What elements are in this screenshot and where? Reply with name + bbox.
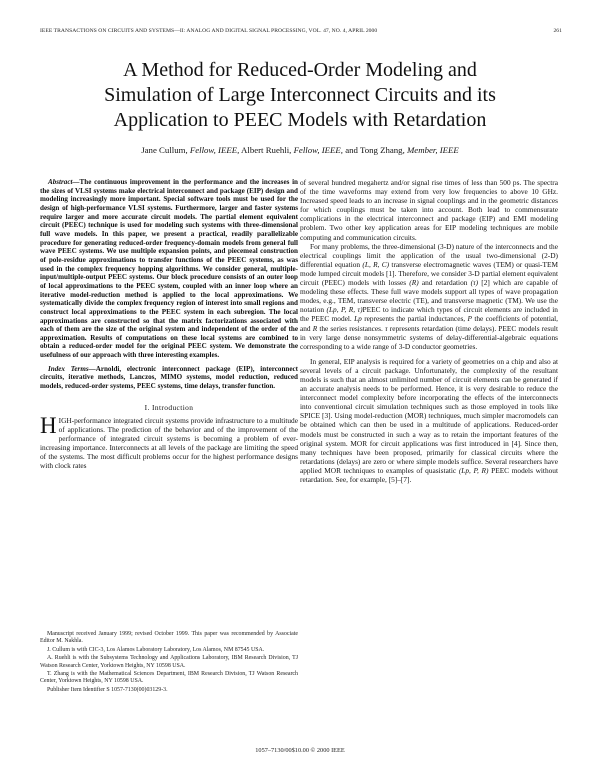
index-terms-text: Arnoldi, electronic interconnect package (EIP), interconnect circuits, iterative methods, Lanczos, MIMO systems, model reduction, reduced models, reduced-order systems, PEEC systems, time delays, transfer function. bbox=[40, 364, 298, 391]
math-symbol: R bbox=[312, 323, 318, 333]
title-line: Simulation of Large Interconnect Circuits and its bbox=[104, 84, 496, 106]
abstract-lead: Abstract— bbox=[48, 178, 80, 186]
page-number: 261 bbox=[553, 28, 562, 34]
title-line: Application to PEEC Models with Retardation bbox=[113, 109, 487, 131]
drop-cap: H bbox=[40, 412, 57, 438]
footnote: Manuscript received January 1999; revised October 1999. This paper was recommended by Associate Editor M. Nakhla. bbox=[40, 631, 298, 645]
math-symbol: (R) bbox=[409, 278, 419, 288]
text-run: In general, EIP analysis is required for a variety of geometries on a chip and also at several levels of a circuit package. Unfortunately, the complexity of the resultant models is such that an almost unlimited number of circuit elements can be generated if an accurate analysis needs to be performed. Hence, it is very desirable to reduce the interconnect model complexity before incorporating the effects of the interconnects into conventional circuit simulation techniques such as those employed in tools like SPICE [3]. Using model-reduction (MOR) techniques, much simpler macromodels can be obtained which can then be used in a multitude of applications. Reduced-order models must be constructed in such a way as to retain the important features of the original system. MOR for circuit applications was first introduced in [4]. Since then, many techniques have been proposed, primarily for classical circuits where the retardations (delays) are zero or where simple models suffice. Several researchers have applied MOR techniques to examples of quasistatic bbox=[300, 356, 558, 475]
title-line: A Method for Reduced-Order Modeling and bbox=[123, 59, 477, 81]
text-run: represents retardation (time delays). PEEC models result in very large dense nonsymmetric systems of delay-differential-algebraic equations corresponding to a wide range of 3-D conductor geometries. bbox=[300, 323, 558, 351]
math-symbol: (L, R, C) bbox=[362, 259, 390, 269]
paragraph bbox=[300, 357, 558, 484]
left-column bbox=[40, 178, 298, 470]
text-run: PEEC to indicate which types of circuit elements are included in the PEEC model. bbox=[300, 305, 558, 324]
math-symbol: (Lp, P, R) bbox=[458, 465, 489, 475]
paragraph bbox=[300, 242, 558, 351]
right-column bbox=[300, 178, 558, 484]
author-role: Fellow, IEEE, bbox=[189, 145, 240, 155]
math-symbol: (Lp, P, R, τ) bbox=[326, 305, 363, 315]
abstract bbox=[40, 178, 298, 360]
intro-text: IGH-performance integrated circuit systems provide infrastructure to a multitude of applications. The prediction of the behavior and of the improvement of the performance of integrated circuit systems is becoming a problem of ever-increasing importance. Interconnects at all levels of the package are limiting the speed of the systems. The most difficult problems occur for the highest performance designs with clock rates bbox=[40, 415, 298, 471]
footnotes bbox=[40, 631, 298, 694]
math-symbol: (τ) bbox=[470, 278, 479, 288]
author-name: Jane Cullum, bbox=[141, 145, 188, 155]
author-role: Fellow, IEEE, bbox=[293, 145, 343, 155]
author-list bbox=[30, 145, 570, 155]
math-symbol: Lp bbox=[354, 314, 362, 324]
author-name: and Tong Zhang, bbox=[345, 145, 405, 155]
text-run: For many problems, the three-dimensional (3-D) nature of the interconnects and the electrical couplings limit the application of the usual two-dimensional (2-D) differential equation bbox=[300, 241, 558, 269]
text-run: PEEC models without retardation. See, for example, [5]–[7]. bbox=[300, 465, 559, 484]
text-run: [2] which are capable of modeling these effects. These full wave models support all types of wave propagation modes, e.g., TEM, transverse electric (TE), and transverse magnetic (TM). We use the notation bbox=[300, 278, 558, 315]
text-run: the coefficients of potential, and bbox=[300, 314, 559, 333]
journal-header: IEEE TRANSACTIONS ON CIRCUITS AND SYSTEMS—II: ANALOG AND DIGITAL SIGNAL PROCESSING, VOL. 47, NO. 4, APRIL 2000 bbox=[40, 28, 378, 34]
author-name: Albert Ruehli, bbox=[241, 145, 292, 155]
text-run: the series resistances. bbox=[319, 323, 383, 333]
text-run: represents the partial inductances, bbox=[364, 314, 466, 324]
footnote: Publisher Item Identifier S 1057-7130(00)03129-3. bbox=[47, 686, 168, 693]
footnote: J. Cullum is with CIC-3, Los Alamos Laboratory Laboratory, Los Alamos, NM 87545 USA. bbox=[47, 646, 265, 653]
section-heading: I. Introduction bbox=[144, 402, 194, 412]
paragraph: of several hundred megahertz and/or signal rise times of less than 500 ps. The spectra of the time waveforms may extend from very low frequencies to above 10 GHz. Increased speed leads to an increase in signal couplings and in the geometric distances for which couplings must be taken into account. Both lead to commensurate complications in the electrical interconnect and package (EIP) and EMI modeling problem. Two other key application areas for EIP modeling techniques are mobile computing and communication circuits. bbox=[300, 178, 558, 242]
author-role: Member, IEEE bbox=[406, 145, 459, 155]
footnote: A. Ruehli is with the Subsystems Technology and Applications Laboratory, IBM Research Division, TJ Watson Research Center, Yorktown Heights, NY 10598 USA. bbox=[40, 655, 298, 669]
paper-title bbox=[30, 58, 570, 133]
index-terms bbox=[40, 365, 298, 391]
text-run: transverse electromagnetic waves (TEM) or quasi-TEM mode lumped circuit models [1]. Therefore, we consider 3-D partial element equivalent circuit (PEEC) models with losses bbox=[300, 259, 558, 288]
copyright-footer: 1057–7130/00$10.00 © 2000 IEEE bbox=[255, 747, 345, 754]
math-symbol: P bbox=[467, 314, 472, 324]
math-symbol: τ bbox=[385, 323, 388, 333]
index-terms-lead: Index Terms— bbox=[48, 364, 96, 373]
intro-paragraph bbox=[40, 412, 298, 471]
text-run: and retardation bbox=[421, 278, 468, 288]
footnote: T. Zhang is with the Mathematical Sciences Department, IBM Research Division, TJ Watson Research Center, Yorktown Heights, NY 10598 USA. bbox=[40, 671, 298, 685]
abstract-text: The continuous improvement in the performance and the increases in the sizes of VLSI systems make electrical interconnect and package (EIP) design and modeling increasingly more important. Special software tools must be used for the design of high-performance VLSI systems. Furthermore, larger and faster systems require larger and more accurate circuit models. The partial element equivalent circuit (PEEC) technique is used for modeling such systems with three-dimensional full wave models. In this paper, we present a practical, readily parallelizable procedure for generating reduced-order frequency-domain models from general full wave PEEC systems. We use multiple expansion points, and piecemeal construction of pole-residue approximations to transfer functions of the PEEC systems, as was used in the complex frequency hopping algorithms. We consider general, multiple-input/multiple-output PEEC systems. Our block procedure consists of an outer loop of local approximations to the PEEC system, coupled with an inner loop where an iterative model-reduction method is applied to the local approximations. We systematically divide the complex frequency region of interest into small regions and construct local approximations to the PEEC system in each subregion. The local approximations are constructed so that the matrix factorizations associated with each of them are the size of the original system and independent of the order of the approximation. Results of computations on these local systems are combined to obtain a reduced-order model for the original PEEC system. We demonstrate the usefulness of our approach with three interesting examples. bbox=[40, 178, 298, 360]
running-head bbox=[40, 28, 562, 34]
